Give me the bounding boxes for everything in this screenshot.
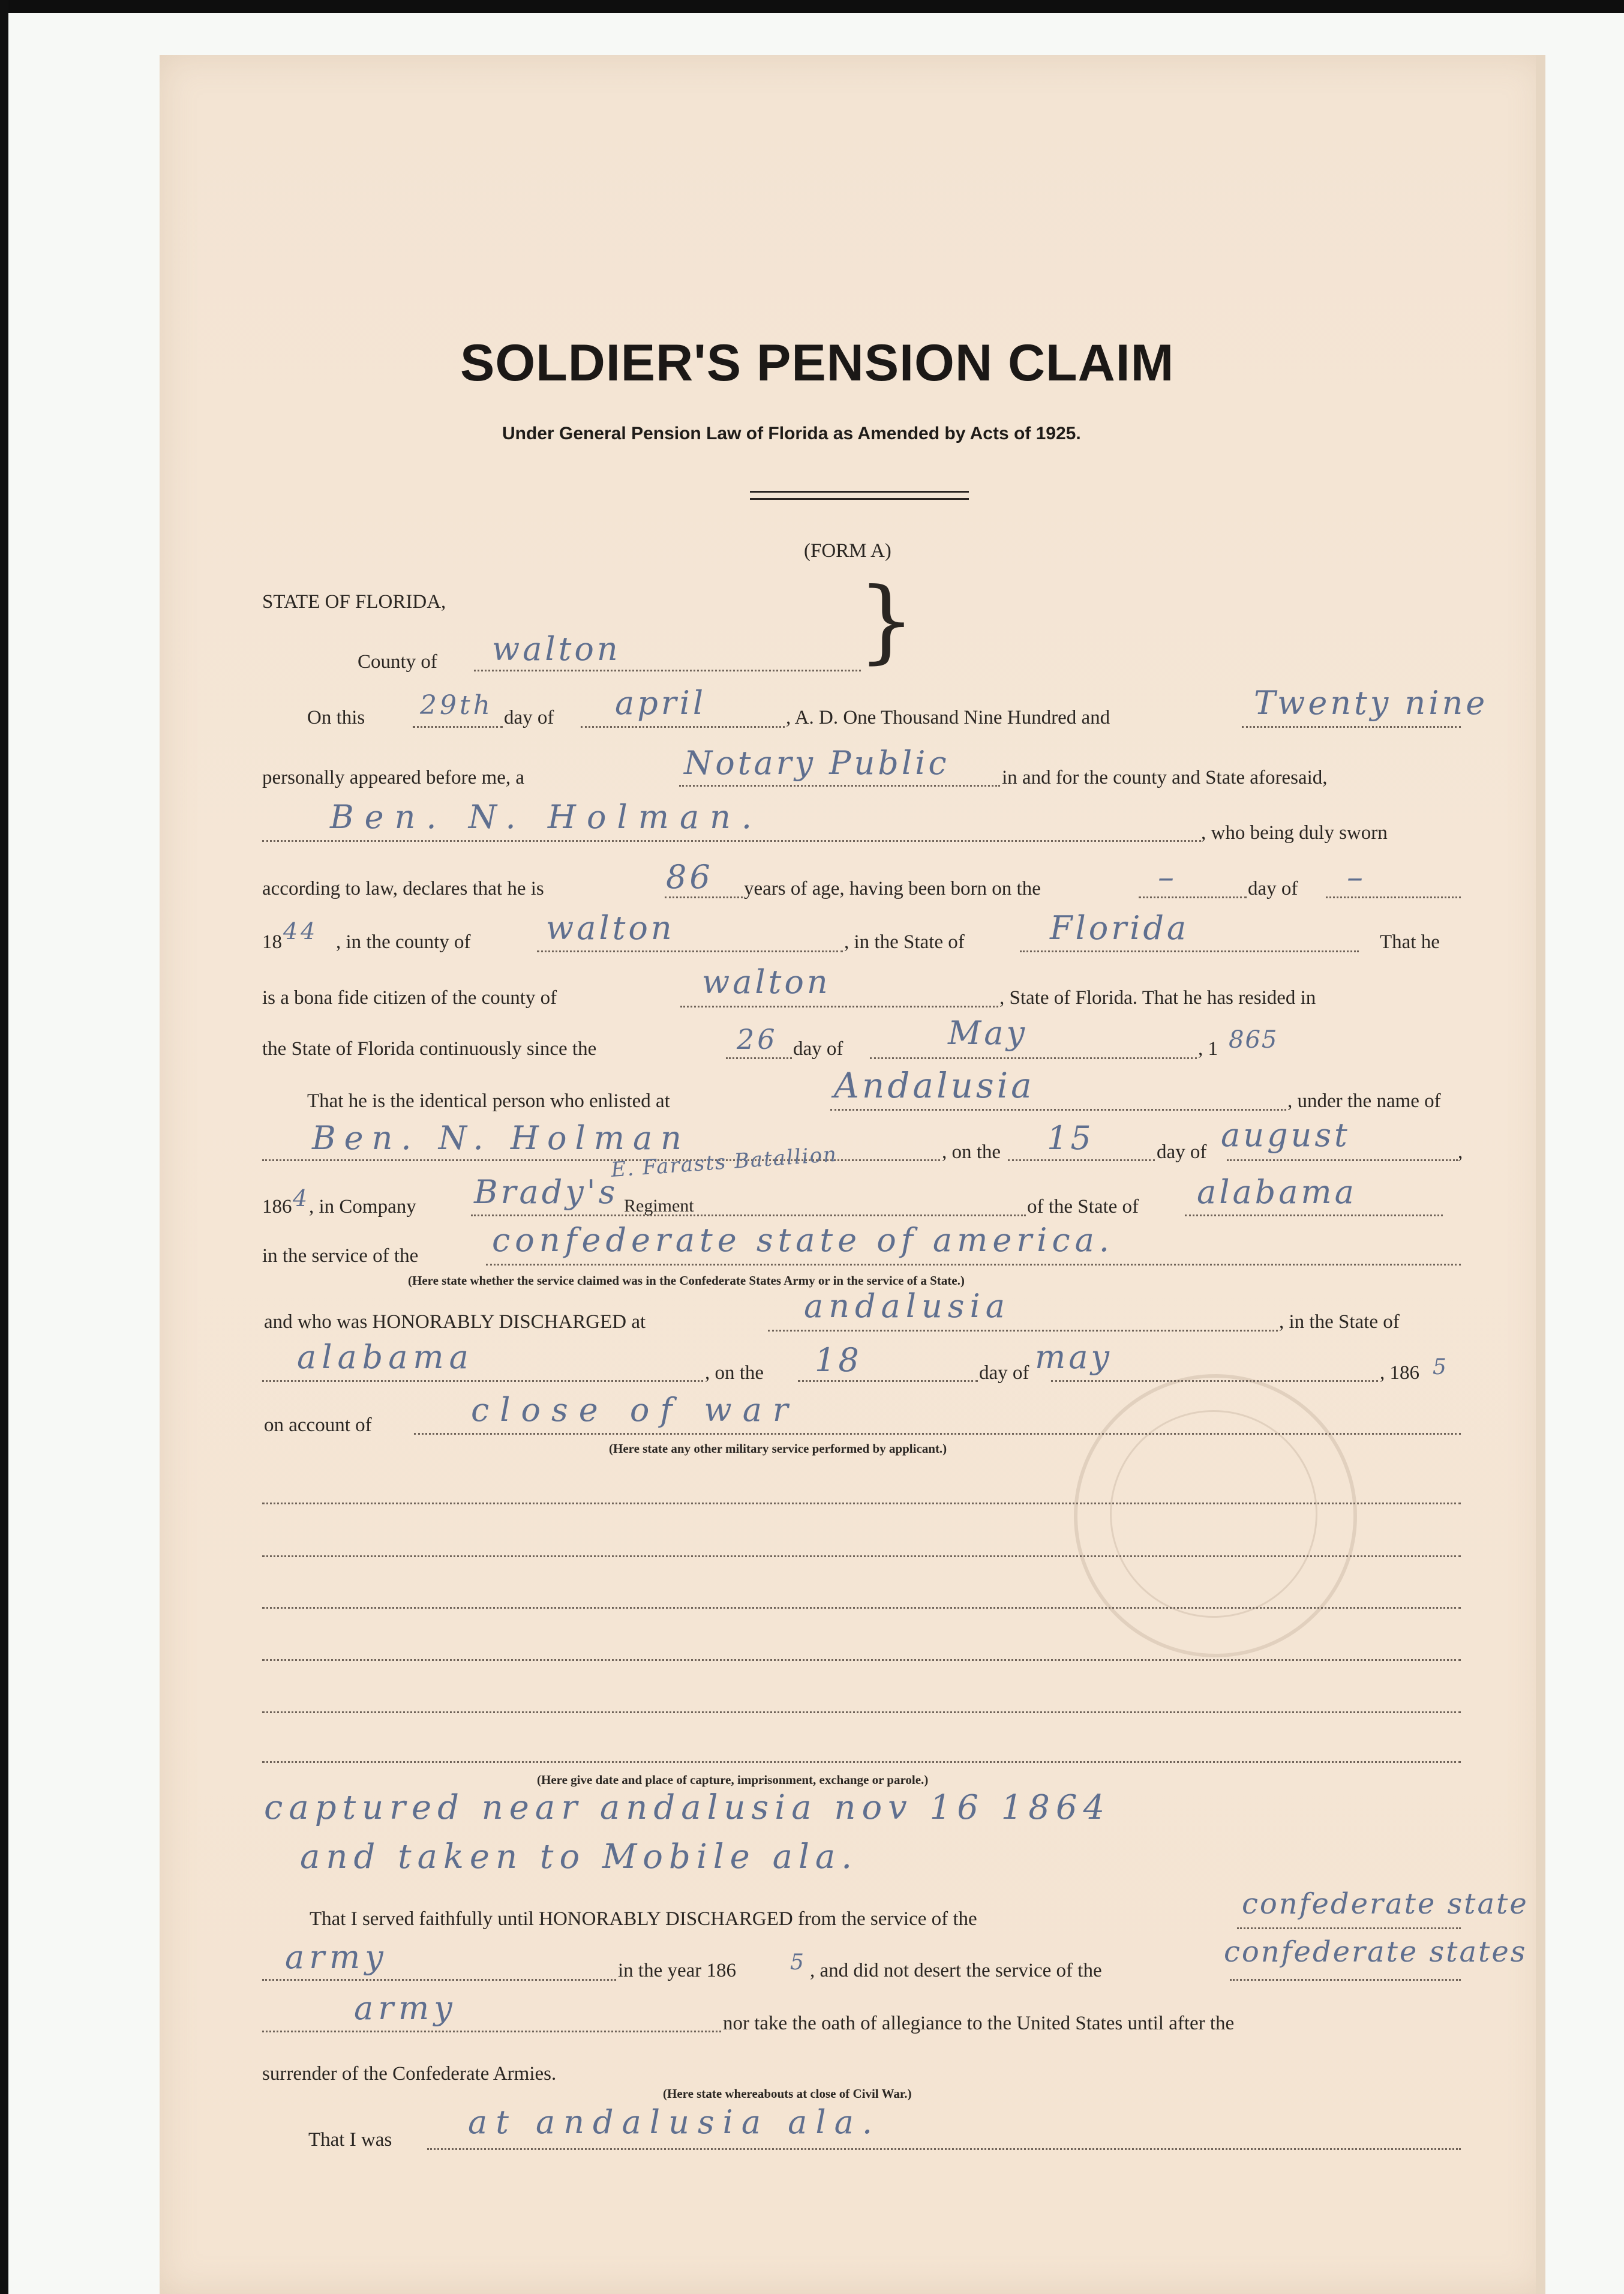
- line9-name-line: [262, 1159, 940, 1161]
- form-subtitle: Under General Pension Law of Florida as Amended by Acts of 1925.: [502, 424, 1081, 443]
- line1-year-line: [1242, 726, 1461, 728]
- line17-army-line: [262, 2031, 721, 2032]
- line17-army: army: [354, 1989, 457, 2027]
- line9-text-1: , on the: [942, 1141, 1001, 1163]
- scan-frame-left: [0, 0, 8, 2294]
- line13-text-3: , 186: [1380, 1362, 1419, 1384]
- blank-line-4: [262, 1659, 1461, 1661]
- blank-line-2: [262, 1555, 1461, 1557]
- line7-year: 865: [1229, 1026, 1278, 1054]
- line12-text-2: , in the State of: [1279, 1311, 1400, 1333]
- line1-year: Twenty nine: [1254, 684, 1488, 722]
- line13-text-1: , on the: [705, 1362, 764, 1384]
- line13-month-line: [1051, 1380, 1378, 1382]
- line4-bmonth: –: [1347, 858, 1366, 896]
- line10-state-line: [1185, 1215, 1443, 1216]
- line5-text-4: That he: [1380, 931, 1440, 953]
- line4-age-line: [665, 896, 743, 898]
- line5-county-line: [537, 950, 843, 952]
- line9-name: Ben. N. Holman: [312, 1119, 690, 1157]
- line3-text-1: , who being duly sworn: [1201, 822, 1388, 844]
- line13-day: 18: [815, 1341, 862, 1379]
- line14-reason-line: [414, 1433, 1461, 1435]
- line6-county-line: [680, 1006, 998, 1007]
- line13-month: may: [1035, 1338, 1112, 1376]
- capture-line-1: captured near andalusia nov 16 1864: [264, 1788, 1111, 1827]
- line11-service-line: [486, 1264, 1461, 1266]
- line8-place-line: [830, 1109, 1286, 1111]
- line9-text-3: ,: [1458, 1141, 1463, 1163]
- line1-month-line: [581, 726, 785, 728]
- note-capture: (Here give date and place of capture, imprisonment, exchange or parole.): [537, 1773, 929, 1787]
- embossed-seal-inner: [1110, 1410, 1317, 1618]
- line1-text-2: day of: [504, 707, 554, 728]
- line16-army-line: [262, 1979, 616, 1981]
- line5-birth-year: 44: [283, 918, 319, 944]
- line17-text-1: nor take the oath of allegiance to the United States until after the: [723, 2013, 1235, 2034]
- county-value: walton: [492, 630, 621, 668]
- blank-line-6: [262, 1761, 1461, 1763]
- header-rule-1: [750, 491, 969, 493]
- line1-day: 29th: [420, 690, 494, 721]
- line13-state-line: [262, 1380, 703, 1382]
- line7-text-2: day of: [793, 1038, 843, 1060]
- line14-text-1: on account of: [264, 1414, 372, 1436]
- line1-month: april: [615, 684, 707, 722]
- line4-text-2: years of age, having been born on the: [744, 878, 1041, 899]
- line10-text-2: , in Company: [309, 1196, 416, 1218]
- line9-day: 15: [1047, 1119, 1094, 1157]
- line16-service: confederate states: [1224, 1935, 1527, 1969]
- form-title: SOLDIER'S PENSION CLAIM: [460, 334, 1175, 392]
- state-label: STATE OF FLORIDA,: [262, 591, 446, 613]
- line5-state-line: [1020, 950, 1359, 952]
- line15-text-1: That I served faithfully until HONORABLY DISCHARGED from the service of the: [310, 1908, 977, 1930]
- line2-official-line: [679, 785, 1000, 787]
- line10-text-1: 186: [262, 1196, 292, 1218]
- scan-frame-top: [0, 0, 1624, 13]
- line5-county: walton: [546, 909, 675, 947]
- line12-place-line: [768, 1330, 1278, 1332]
- line15-service: confederate state: [1242, 1887, 1529, 1921]
- line8-text-2: , under the name of: [1287, 1090, 1441, 1112]
- line9-day-line: [1008, 1159, 1155, 1161]
- line10-text-3: Regiment: [624, 1196, 694, 1216]
- line8-place: Andalusia: [834, 1065, 1035, 1106]
- line10-text-4: of the State of: [1027, 1196, 1139, 1218]
- line14-reason: close of war: [471, 1391, 799, 1429]
- line2-text-2: in and for the county and State aforesaid,: [1002, 767, 1328, 788]
- form-label: (FORM A): [804, 540, 891, 562]
- line4-age: 86: [666, 858, 713, 896]
- line13-text-2: day of: [979, 1362, 1029, 1384]
- line1-text-3: , A. D. One Thousand Nine Hundred and: [786, 707, 1110, 728]
- line11-service: confederate state of america.: [492, 1221, 1114, 1259]
- line4-bday-line: [1139, 896, 1247, 898]
- line10-company: Brady's: [474, 1173, 619, 1211]
- line19-place-line: [427, 2148, 1461, 2150]
- line4-bmonth-line: [1326, 896, 1461, 898]
- line4-text-1: according to law, declares that he is: [262, 878, 544, 899]
- blank-line-5: [262, 1711, 1461, 1713]
- line9-text-2: day of: [1157, 1141, 1207, 1163]
- line13-day-line: [798, 1380, 978, 1382]
- line16-service-line: [1230, 1979, 1461, 1981]
- header-rule-2: [750, 498, 969, 500]
- line12-text-1: and who was HONORABLY DISCHARGED at: [264, 1311, 646, 1333]
- county-line: [474, 670, 861, 671]
- brace: }: [858, 569, 915, 673]
- line4-text-3: day of: [1248, 878, 1298, 899]
- note-other-service: (Here state any other military service performed by applicant.): [609, 1441, 947, 1456]
- line16-year: 5: [790, 1950, 807, 1975]
- line18-text: surrender of the Confederate Armies.: [262, 2063, 557, 2085]
- line4-bday: –: [1158, 858, 1177, 896]
- line16-text-2: , and did not desert the service of the: [810, 1960, 1102, 1981]
- line7-month: May: [948, 1014, 1028, 1052]
- line11-text-1: in the service of the: [262, 1245, 419, 1267]
- line5-text-3: , in the State of: [844, 931, 965, 953]
- line19-text-1: That I was: [308, 2129, 392, 2151]
- line7-text-1: the State of Florida continuously since the: [262, 1038, 597, 1060]
- line9-month: august: [1221, 1116, 1350, 1154]
- blank-line-1: [262, 1503, 1461, 1504]
- county-label: County of: [358, 651, 437, 673]
- line13-state: alabama: [297, 1338, 474, 1376]
- line2-text-1: personally appeared before me, a: [262, 767, 525, 788]
- line5-text-2: , in the county of: [336, 931, 471, 953]
- line16-army: army: [285, 1938, 388, 1976]
- line10-company-line: [471, 1215, 1026, 1216]
- line7-day-line: [726, 1057, 792, 1059]
- line7-text-3: , 1: [1198, 1038, 1218, 1060]
- line6-text-1: is a bona fide citizen of the county of: [262, 987, 557, 1009]
- line16-text-1: in the year 186: [618, 1960, 737, 1981]
- line10-year: 4: [293, 1185, 311, 1212]
- page-edge: [1536, 55, 1545, 2294]
- line10-regiment: E. Farasts Batallion: [610, 1142, 839, 1182]
- line9-month-line: [1227, 1159, 1458, 1161]
- line1-text-1: On this: [307, 707, 365, 728]
- line7-day: 26: [737, 1023, 778, 1055]
- line6-text-2: , State of Florida. That he has resided in: [999, 987, 1316, 1009]
- line7-month-line: [870, 1057, 1197, 1059]
- capture-line-2: and taken to Mobile ala.: [300, 1837, 858, 1876]
- line3-name-line: [262, 840, 1201, 842]
- line5-state: Florida: [1050, 909, 1190, 947]
- line5-text-1: 18: [262, 931, 282, 953]
- line10-state: alabama: [1197, 1173, 1357, 1211]
- line13-year: 5: [1433, 1355, 1449, 1380]
- line2-official: Notary Public: [684, 744, 950, 782]
- note-service-type: (Here state whether the service claimed was in the Confederate States Army or in the service of a State.): [408, 1273, 965, 1288]
- blank-line-3: [262, 1607, 1461, 1609]
- line15-service-line: [1237, 1927, 1461, 1929]
- line12-place: andalusia: [804, 1287, 1010, 1325]
- line6-county: walton: [702, 963, 831, 1001]
- line3-name: Ben. N. Holman.: [330, 798, 763, 836]
- line1-day-line: [413, 726, 503, 728]
- line8-text-1: That he is the identical person who enlisted at: [307, 1090, 670, 1112]
- note-whereabouts: (Here state whereabouts at close of Civil War.): [663, 2086, 912, 2101]
- line19-place: at andalusia ala.: [468, 2103, 881, 2141]
